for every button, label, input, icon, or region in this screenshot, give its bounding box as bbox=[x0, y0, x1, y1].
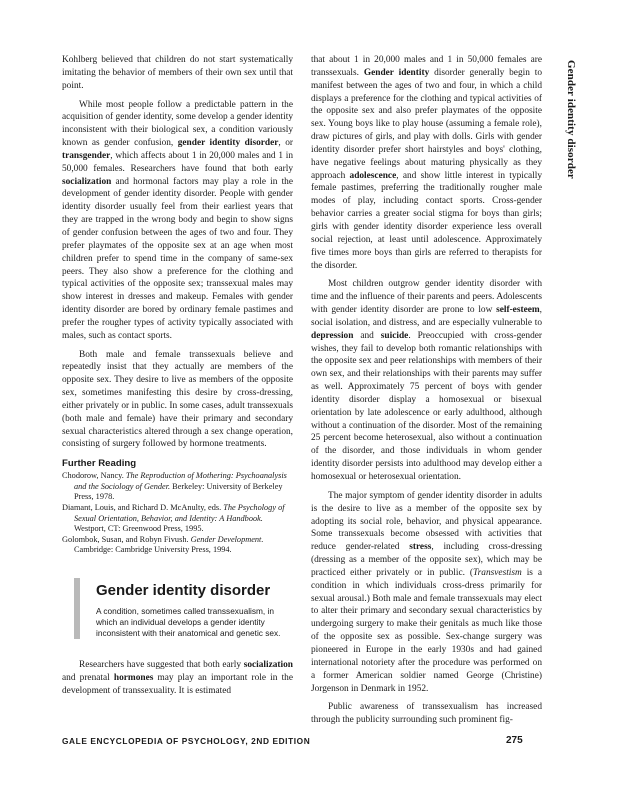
term: hormones bbox=[113, 672, 154, 683]
paragraph: Most children outgrow gender identity disorder with time and the influence of their parents and peers. Adolescents with gender identity disorder are prone to low self-esteem, social isolation, and distress, and are especially vulnerable to depression and suicide. Preoccupied with cross-gender wishes, they fail to develop both romantic relationships with the opposite sex and peer relationships with members of their own sex, and their relationships with their parents may suffer as well. Approximately 75 percent of boys with gender identity disorder display a homosexual or bisexual orientation by late adolescence or early adulthood, although without a continuation of the disorder. Most of the remaining 25 percent become heterosexual, also without a continuation of the disorder, and those individuals in whom gender identity disorder persists into adulthood may develop either a homosexual or heterosexual orientation. bbox=[311, 279, 542, 482]
entry-definition: A condition, sometimes called transsexualism, in which an individual develops a gender identity inconsistent with their anatomical and genetic sex. bbox=[96, 605, 281, 638]
paragraph: The major symptom of gender identity disorder in adults is the desire to live as a member of the opposite sex by adopting its social role, behavior, and physical appearance. Some transsexuals become obsessed with activities that reduce gender-related stress, including cross-dressing (dressing as a member of the opposite sex), which may be practiced either privately or in public. (Transvestism is a condition in which individuals cross-dress primarily for sexual arousal.) Both male and female transsexuals may elect to alter their primary and secondary sexual characteristics by undergoing surgery to make their genitals as much like those of the opposite sex as possible. Sex-change surgery was pioneered in Europe in the early 1930s and had gained international notoriety after the procedure was performed on a former American soldier named George (Christine) Jorgenson in Denmark in 1952. bbox=[311, 490, 542, 694]
term: transgender bbox=[62, 150, 111, 161]
entry-title: Gender identity disorder bbox=[96, 581, 271, 599]
term: adolescence bbox=[349, 170, 397, 181]
term: self-esteem bbox=[496, 305, 540, 316]
publication-footer: GALE ENCYCLOPEDIA OF PSYCHOLOGY, 2ND EDITION bbox=[62, 736, 311, 746]
running-head-tab: Gender identity disorder bbox=[565, 60, 577, 179]
term: stress bbox=[409, 542, 432, 553]
further-reading-heading: Further Reading bbox=[62, 458, 137, 470]
term: Transvestism bbox=[472, 567, 522, 578]
term: socialization bbox=[62, 176, 112, 187]
term: socialization bbox=[243, 659, 293, 670]
right-column bbox=[311, 54, 542, 727]
reference-entry: Diamant, Louis, and Richard D. McAnulty, eds. The Psychology of Sexual Orientation, Behavior, and Identity: A Handbook. Westport, CT: Greenwood Press, 1995. bbox=[62, 502, 285, 534]
page-number: 275 bbox=[506, 735, 523, 746]
paragraph: Researchers have suggested that both early socialization and prenatal hormones may play an important role in the development of transsexuality. It is estimated bbox=[62, 659, 293, 696]
paragraph: Public awareness of transsexualism has increased through the publicity surrounding such prominent fig- bbox=[311, 702, 542, 726]
paragraph: Both male and female transsexuals believe and repeatedly insist that they actually are members of the opposite sex. They desire to live as members of the opposite sex, sometimes manifesting this desire by cross-dressing, either privately or in public. In some cases, adult transsexuals (both male and female) have their primary and secondary sexual characteristics altered through a sex change operation, consisting of surgery followed by hormone treatments. bbox=[62, 349, 293, 450]
reference-entry: Golombok, Susan, and Robyn Fivush. Gender Development. Cambridge: Cambridge University Press, 1994. bbox=[62, 534, 264, 555]
paragraph: that about 1 in 20,000 males and 1 in 50,000 females are transsexuals. Gender identity disorder generally begin to manifest between the ages of two and four, in which a child displays a preference for the clothing and typical activities of the opposite sex and also prefer playmates of the opposite sex. Young boys like to play house (assuming a female role), draw pictures of girls, and play with dolls. Girls with gender identity disorder prefer short hairstyles and boys' clothing, have negative feelings about maturing physically as they approach adolescence, and show little interest in typically female pastimes, preferring the traditionally rougher male modes of play, including contact sports. Cross-gender behavior carries a greater social stigma for boys than girls; girls with gender identity disorder experience less overall social rejection, at least until adolescence. Approximately five times more boys than girls are referred to therapists for the disorder. bbox=[311, 55, 542, 271]
term: depression bbox=[311, 330, 354, 341]
term: Gender identity bbox=[363, 67, 430, 78]
paragraph: Kohlberg believed that children do not start systematically imitating the behavior of members of their own sex until that point. bbox=[62, 55, 293, 91]
term: gender identity disorder bbox=[177, 138, 279, 149]
paragraph: While most people follow a predictable pattern in the acquisition of gender identity, some develop a gender identity inconsistent with their biological sex, a condition variously known as gender confusion, gender identity disorder, or transgender, which affects about 1 in 20,000 males and 1 in 50,000 females. Researchers have found that both early socialization and hormonal factors may play a role in the development of gender identity disorder. People with gender identity disorder usually feel from their earliest years that they are trapped in the wrong body and begin to show signs of gender confusion between the ages of two and four. They prefer playmates of the opposite sex at an age when most children prefer to spend time in the company of same-sex peers. They also show a preference for the clothing and typical activities of the opposite sex; transsexual males may show interest in dresses and makeup. Females with gender identity disorder are bored by ordinary female pastimes and prefer the rougher types of activity typically associated with males, such as contact sports. bbox=[62, 99, 293, 341]
left-column bbox=[62, 54, 293, 697]
reference-entry: Chodorow, Nancy. The Reproduction of Mothering: Psychoanalysis and the Sociology of Gender. Berkeley: University of Berkeley Press, 1978. bbox=[62, 471, 287, 502]
entry-header bbox=[74, 578, 293, 639]
term: suicide bbox=[380, 330, 409, 341]
